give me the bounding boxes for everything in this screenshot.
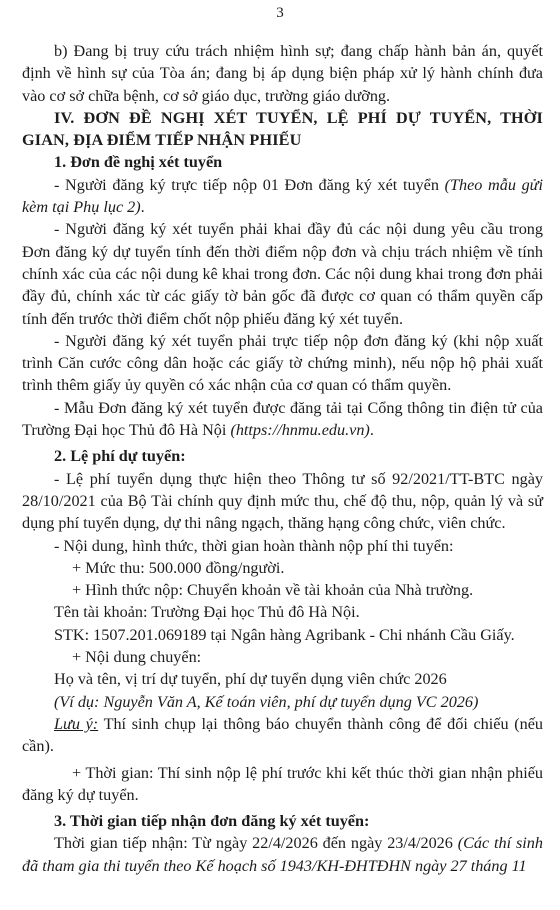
s2-note: [22, 713, 543, 758]
s2-paragraph-1: - Lệ phí tuyển dụng thực hiện theo Thông tư số 92/2021/TT-BTC ngày 28/10/2021 của Bộ Tài chính quy định mức thu, chế độ thu, nộp, quản lý và sử dụng phí tuyển dụng, dự thi nâng ngạch, thăng hạng công chức, viên chức.: [22, 469, 543, 533]
page-number: 3: [276, 5, 284, 21]
s1-p4-italic: (https://hnmu.edu.vn): [230, 421, 370, 440]
s2-content-label: + Nội dung chuyển:: [72, 648, 202, 667]
section-2-heading: 2. Lệ phí dự tuyển:: [54, 447, 186, 466]
s2-fee: + Mức thu: 500.000 đồng/người.: [72, 558, 285, 577]
s3-paragraph-1: [22, 832, 543, 877]
s2-note-text: Thí sinh chụp lại thông báo chuyển thành công để đối chiếu (nếu cần).: [22, 714, 543, 756]
s2-paragraph-2: - Nội dung, hình thức, thời gian hoàn thành nộp phí thi tuyển:: [54, 536, 454, 555]
s2-time: + Thời gian: Thí sinh nộp lệ phí trước khi kết thúc thời gian nhận phiếu đăng ký dự tuyển.: [22, 763, 543, 804]
s1-p1-end: .: [140, 198, 145, 217]
s2-content-value: Họ và tên, vị trí dự tuyển, phí dự tuyển dụng viên chức 2026: [54, 670, 447, 689]
section-iv-heading: IV. ĐƠN ĐỀ NGHỊ XÉT TUYỂN, LỆ PHÍ DỰ TUYỂN, THỜI GIAN, ĐỊA ĐIỂM TIẾP NHẬN PHIẾU: [22, 108, 543, 150]
s1-p4-end: .: [369, 421, 374, 440]
s1-p1-text: - Người đăng ký trực tiếp nộp 01 Đơn đăng ký xét tuyển: [54, 175, 445, 194]
section-3-heading: 3. Thời gian tiếp nhận đơn đăng ký xét tuyển:: [54, 812, 370, 831]
s2-account-number: STK: 1507.201.069189 tại Ngân hàng Agribank - Chi nhánh Cầu Giấy.: [54, 625, 515, 644]
s1-paragraph-2: - Người đăng ký xét tuyển phải khai đầy đủ các nội dung yêu cầu trong Đơn đăng ký dự tuyển tính đến thời điểm nộp đơn và chịu trách nhiệm về tính chính xác của các nội dung kê khai trong đơn. Các nội dung khai trong đơn phải đầy đủ, chính xác từ các giấy tờ bản gốc đã được cơ quan có thẩm quyền cấp tính đến trước thời điểm chốt nộp phiếu đăng ký xét tuyển.: [22, 220, 543, 328]
s2-example: (Ví dụ: Nguyễn Văn A, Kế toán viên, phí dự tuyển dụng VC 2026): [54, 692, 479, 711]
section-1-heading: 1. Đơn đề nghị xét tuyển: [54, 153, 223, 172]
s1-p4-text: - Mẫu Đơn đăng ký xét tuyển được đăng tải tại Cổng thông tin điện tử của Trường Đại học Thủ đô Hà Nội: [22, 398, 543, 440]
paragraph-b: b) Đang bị truy cứu trách nhiệm hình sự; đang chấp hành bản án, quyết định về hình sự của Tòa án; đang bị áp dụng biện pháp xử lý hành chính đưa vào cơ sở chữa bệnh, cơ sở giáo dục, trường giáo dưỡng.: [22, 42, 543, 105]
s3-p1-text: Thời gian tiếp nhận: Từ ngày 22/4/2026 đến ngày 23/4/2026: [54, 834, 458, 853]
s3-p1-italic: (Các thí sinh đã tham gia thi tuyển theo Kế hoạch số 1943/KH-ĐHTĐHN ngày 27 tháng 11: [22, 834, 543, 875]
s1-paragraph-1: [22, 174, 543, 219]
s2-method: + Hình thức nộp: Chuyển khoản về tài khoản của Nhà trường.: [72, 581, 474, 600]
document-body: [22, 40, 543, 877]
s1-paragraph-4: [22, 397, 543, 442]
s1-paragraph-3: - Người đăng ký xét tuyển phải trực tiếp nộp đơn đăng ký (khi nộp xuất trình Căn cước công dân hoặc các giấy tờ chứng minh), nếu nộp hộ phải xuất trình thêm giấy ủy quyền có xác nhận của cơ quan có thẩm quyền.: [22, 331, 543, 395]
s1-p1-italic: (Theo mẫu gửi kèm tại Phụ lục 2): [22, 175, 543, 217]
s2-note-label: Lưu ý:: [54, 714, 99, 733]
s2-account-name: Tên tài khoản: Trường Đại học Thủ đô Hà Nội.: [54, 603, 360, 622]
